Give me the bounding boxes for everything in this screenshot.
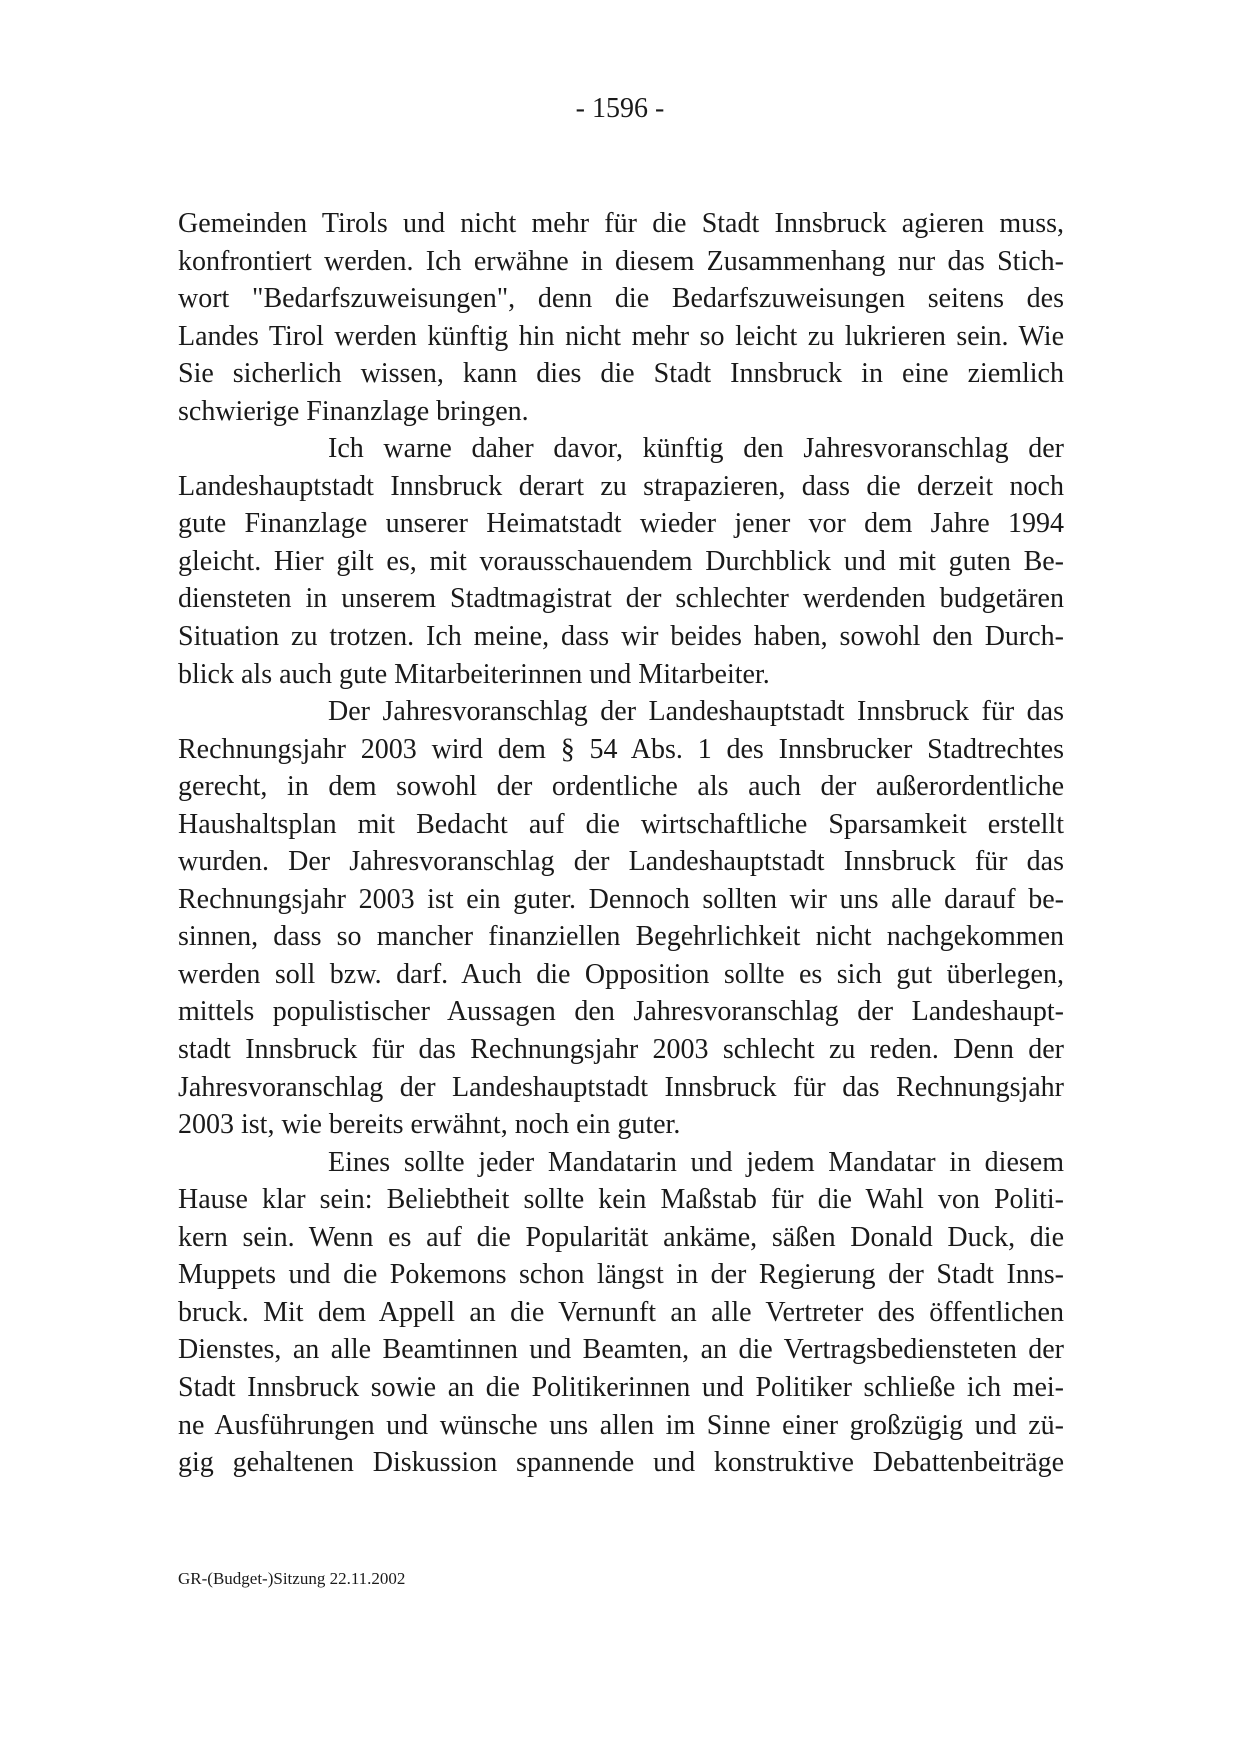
text-line: Dienstes, an alle Beamtinnen und Beamten, an die Vertragsbediensteten der (178, 1334, 1064, 1366)
text-line: ne Ausführungen und wünsche uns allen im Sinne einer großzügig und zü- (178, 1409, 1064, 1441)
text-line: gig gehaltenen Diskussion spannende und konstruktive Debattenbeiträge (178, 1447, 1064, 1479)
text-line: blick als auch gute Mitarbeiterinnen und Mitarbeiter. (178, 658, 770, 690)
text-line: Rechnungsjahr 2003 wird dem § 54 Abs. 1 des Innsbrucker Stadtrechtes (178, 733, 1064, 765)
text-line: 2003 ist, wie bereits erwähnt, noch ein guter. (178, 1109, 681, 1141)
text-line: mittels populistischer Aussagen den Jahresvoranschlag der Landeshaupt- (178, 996, 1064, 1028)
paragraph-start-line: Ich warne daher davor, künftig den Jahresvoranschlag der (328, 433, 1064, 465)
text-line: Situation zu trotzen. Ich meine, dass wir beides haben, sowohl den Durch- (178, 621, 1064, 653)
footer-session-label: GR-(Budget-)Sitzung 22.11.2002 (178, 1569, 406, 1588)
text-line: konfrontiert werden. Ich erwähne in diesem Zusammenhang nur das Stich- (178, 245, 1064, 277)
text-line: Sie sicherlich wissen, kann dies die Stadt Innsbruck in eine ziemlich (178, 358, 1064, 390)
page-number: - 1596 - (575, 93, 665, 124)
paragraph-start-line: Eines sollte jeder Mandatarin und jedem Mandatar in diesem (328, 1146, 1064, 1178)
text-line: Gemeinden Tirols und nicht mehr für die Stadt Innsbruck agieren muss, (178, 208, 1064, 239)
text-line: Rechnungsjahr 2003 ist ein guter. Dennoch sollten wir uns alle darauf be- (178, 883, 1064, 915)
text-line: bruck. Mit dem Appell an die Vernunft an alle Vertreter des öffentlichen (178, 1296, 1064, 1328)
text-line: Haushaltsplan mit Bedacht auf die wirtschaftliche Sparsamkeit erstellt (178, 808, 1064, 840)
text-line: diensteten in unserem Stadtmagistrat der schlechter werdenden budgetären (178, 583, 1064, 615)
text-line: stadt Innsbruck für das Rechnungsjahr 2003 schlecht zu reden. Denn der (178, 1034, 1064, 1066)
text-line: wurden. Der Jahresvoranschlag der Landeshauptstadt Innsbruck für das (178, 846, 1064, 878)
text-line: werden soll bzw. darf. Auch die Opposition sollte es sich gut überlegen, (178, 958, 1064, 990)
body-text (178, 205, 1064, 1482)
text-line: kern sein. Wenn es auf die Popularität ankäme, säßen Donald Duck, die (178, 1221, 1064, 1253)
text-line: schwierige Finanzlage bringen. (178, 395, 529, 427)
text-line: gute Finanzlage unserer Heimatstadt wieder jener vor dem Jahre 1994 (178, 508, 1064, 540)
text-line: Muppets und die Pokemons schon längst in der Regierung der Stadt Inns- (178, 1259, 1064, 1291)
text-line: Stadt Innsbruck sowie an die Politikerinnen und Politiker schließe ich mei- (178, 1371, 1064, 1403)
text-line: Landes Tirol werden künftig hin nicht mehr so leicht zu lukrieren sein. Wie (178, 320, 1064, 352)
text-line: gerecht, in dem sowohl der ordentliche als auch der außerordentliche (178, 771, 1064, 803)
text-line: Jahresvoranschlag der Landeshauptstadt Innsbruck für das Rechnungsjahr (178, 1071, 1064, 1103)
text-line: sinnen, dass so mancher finanziellen Begehrlichkeit nicht nachgekommen (178, 921, 1064, 953)
paragraph-start-line: Der Jahresvoranschlag der Landeshauptstadt Innsbruck für das (328, 696, 1064, 728)
text-line: Hause klar sein: Beliebtheit sollte kein Maßstab für die Wahl von Politi- (178, 1184, 1064, 1216)
text-line: Landeshauptstadt Innsbruck derart zu strapazieren, dass die derzeit noch (178, 470, 1064, 502)
text-line: wort "Bedarfszuweisungen", denn die Bedarfszuweisungen seitens des (178, 283, 1064, 315)
text-line: gleicht. Hier gilt es, mit vorausschauendem Durchblick und mit guten Be- (178, 545, 1064, 577)
